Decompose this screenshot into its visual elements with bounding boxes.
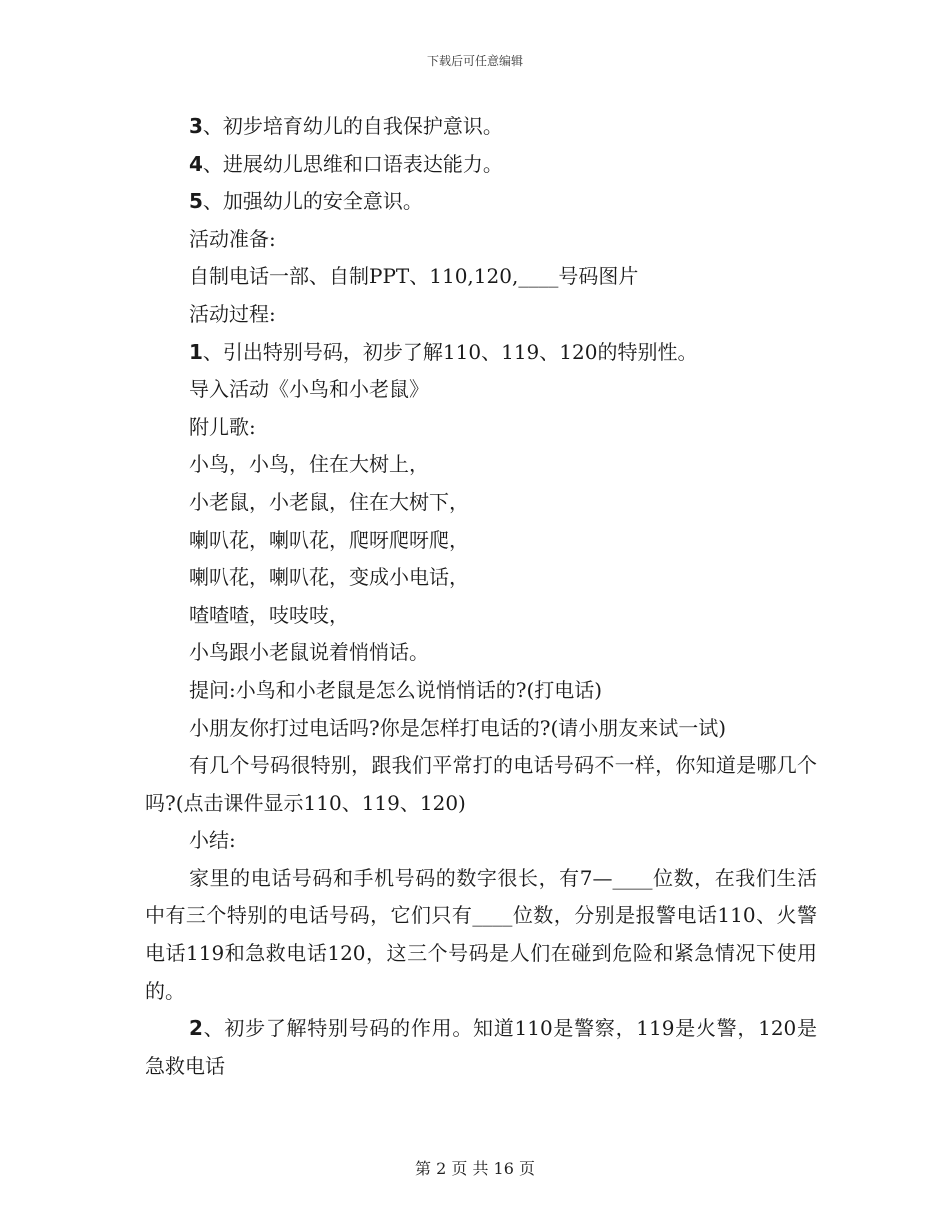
intro-activity: 导入活动《小鸟和小老鼠》 xyxy=(189,377,429,402)
document-body xyxy=(145,108,817,1085)
song-line: 小鸟，小鸟，住在大树上， xyxy=(189,452,429,477)
summary-paragraph: 家里的电话号码和手机号码的数字很长，有7—____位数，在我们生活中有三个特别的电话号码，它们只有____位数，分别是报警电话110、火警电话119和急救电话120，这三个号码是人们在碰到危险和紧急情况下使用的。 xyxy=(145,865,817,1003)
prep-text: 自制电话一部、自制PPT、110,120,____号码图片 xyxy=(189,264,639,289)
page-footer: 第 2 页 共 16 页 xyxy=(415,1159,535,1178)
step-2-text: 、初步了解特别号码的作用。知道110是警察，119是火警，120是急救电话 xyxy=(145,1016,817,1078)
song-line: 喇叭花，喇叭花，变成小电话， xyxy=(189,565,469,590)
song-line: 小鸟跟小老鼠说着悄悄话。 xyxy=(189,640,429,665)
goal-5-number: 5 xyxy=(189,189,203,214)
step-1 xyxy=(145,334,817,372)
goal-4-number: 4 xyxy=(189,151,203,176)
goal-4-text: 、进展幼儿思维和口语表达能力。 xyxy=(202,151,503,176)
step-1-number: 1 xyxy=(189,339,203,364)
special-numbers-paragraph: 有几个号码很特别，跟我们平常打的电话号码不一样，你知道是哪几个吗?(点击课件显示110、119、120) xyxy=(145,753,817,815)
song-line: 喳喳喳，吱吱吱， xyxy=(189,602,349,627)
song-line: 喇叭花，喇叭花，爬呀爬呀爬， xyxy=(189,527,469,552)
question-2: 小朋友你打过电话吗?你是怎样打电话的?(请小朋友来试一试) xyxy=(189,715,727,740)
song-heading: 附儿歌: xyxy=(189,414,256,439)
prep-heading: 活动准备: xyxy=(189,226,276,251)
step-1-text: 、引出特别号码，初步了解110、119、120的特别性。 xyxy=(202,339,698,364)
goal-3-text: 、初步培育幼儿的自我保护意识。 xyxy=(202,114,503,138)
process-heading: 活动过程: xyxy=(189,301,276,326)
goal-4 xyxy=(145,146,817,184)
step-2-number: 2 xyxy=(189,1016,203,1041)
page-header: 下载后可任意编辑 xyxy=(426,54,523,68)
song-line: 小老鼠，小老鼠，住在大树下， xyxy=(189,489,469,514)
goal-3-number: 3 xyxy=(189,114,203,138)
goal-5 xyxy=(145,183,817,221)
goal-5-text: 、加强幼儿的安全意识。 xyxy=(202,189,423,214)
summary-heading: 小结: xyxy=(189,828,236,853)
step-2 xyxy=(145,1010,817,1085)
question-1: 提问:小鸟和小老鼠是怎么说悄悄话的?(打电话) xyxy=(189,677,603,702)
goal-3 xyxy=(145,108,817,146)
